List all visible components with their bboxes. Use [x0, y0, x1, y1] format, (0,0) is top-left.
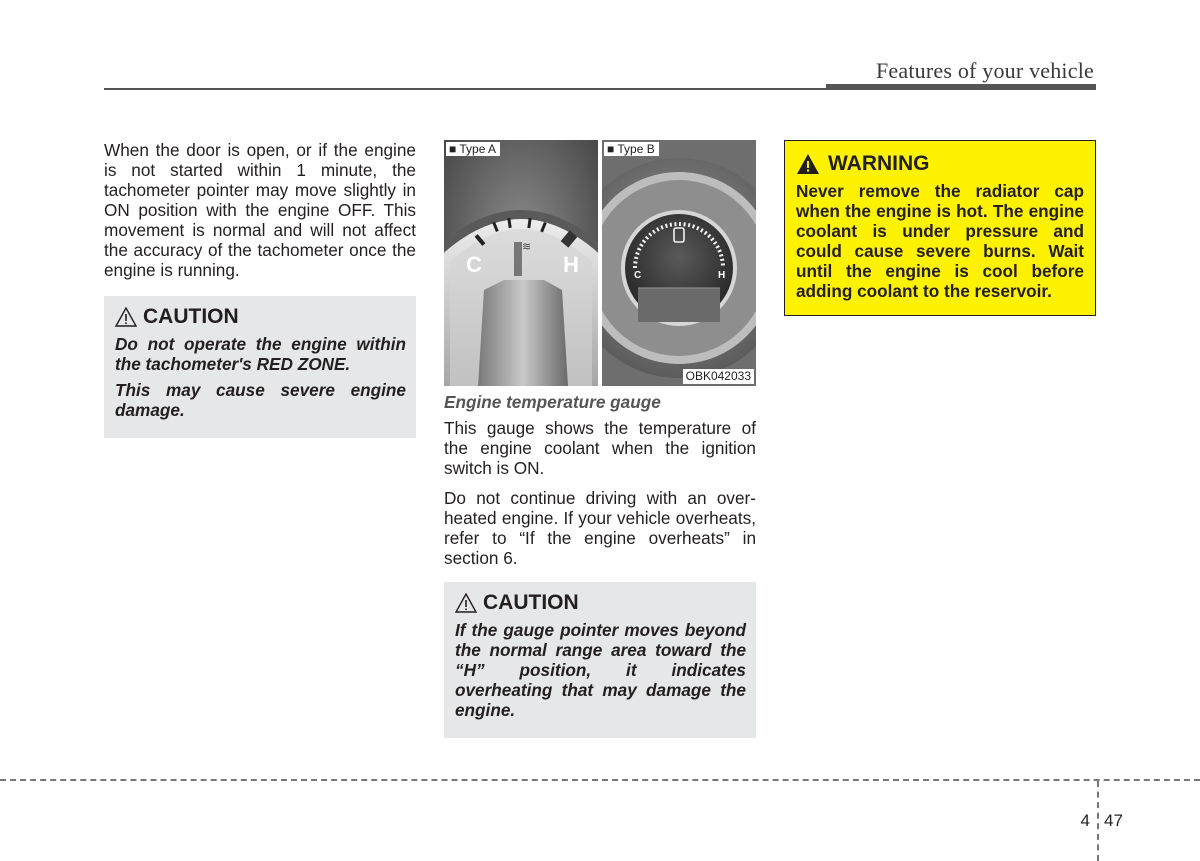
footer-dashed-rule: [0, 779, 1200, 781]
gauge-b-hot-label: H: [718, 270, 726, 281]
type-a-label: ■ Type A: [446, 142, 500, 156]
tachometer-paragraph: When the door is open, or if the engine is not started within 1 minute, the tachometer pointer may move slightly in ON position with the engine OFF. This movement is normal and will not affect the accuracy of the tachometer once the engine is running.: [104, 140, 416, 280]
gauge-b-cold-label: C: [634, 270, 642, 281]
caution-box-tachometer: [104, 296, 416, 438]
gauge-type-b-image: [602, 140, 756, 386]
caution-title: CAUTION: [483, 591, 579, 614]
column-right: [784, 140, 1096, 316]
header-rule-accent: [826, 84, 1096, 90]
caution-title: CAUTION: [143, 305, 239, 328]
footer-vertical-rule: [1097, 781, 1099, 861]
warning-title: WARNING: [828, 152, 930, 175]
type-b-label: ■ Type B: [604, 142, 659, 156]
gauge-paragraph-1: This gauge shows the temperature of the engine coolant when the ignition switch is ON.: [444, 418, 756, 478]
section-subheading: Engine temperature gauge: [444, 392, 661, 412]
warning-triangle-icon: [796, 153, 820, 175]
temperature-gauge-figure: [444, 140, 756, 386]
column-middle: [444, 140, 756, 738]
caution-line: This may cause severe engine damage.: [115, 380, 406, 420]
header-rule: [104, 88, 826, 90]
gauge-type-b-illustration: [602, 140, 756, 386]
column-left: [104, 140, 416, 438]
caution-line: Do not operate the engine within the tachometer's RED ZONE.: [115, 334, 406, 374]
svg-text:≋: ≋: [522, 240, 532, 253]
page-number: 47: [1104, 811, 1123, 830]
caution-triangle-icon: [455, 593, 477, 613]
chapter-number: 4: [1080, 811, 1090, 830]
gauge-a-hot-label: H: [563, 252, 579, 277]
running-header-title: Features of your vehicle: [875, 58, 1094, 83]
caution-triangle-icon: [115, 307, 137, 327]
gauge-type-a-image: [444, 140, 598, 386]
caution-line: If the gauge pointer moves beyond the normal range area toward the “H” position, it indicates overheating that may damage the engine.: [455, 620, 746, 720]
gauge-paragraph-2: Do not continue driving with an overheated engine. If your vehicle overheats, refer to “If the engine overheats” in section 6.: [444, 488, 756, 568]
figure-code: OBK042033: [683, 369, 754, 384]
caution-box-overheating: [444, 582, 756, 738]
gauge-a-cold-label: C: [466, 252, 482, 277]
warning-box-radiator: [784, 140, 1096, 316]
warning-text: Never remove the radiator cap when the engine is hot. The engine coolant is under pressure and could cause severe burns. Wait until the engine is cool before adding coolant to the reservoir.: [796, 181, 1084, 301]
